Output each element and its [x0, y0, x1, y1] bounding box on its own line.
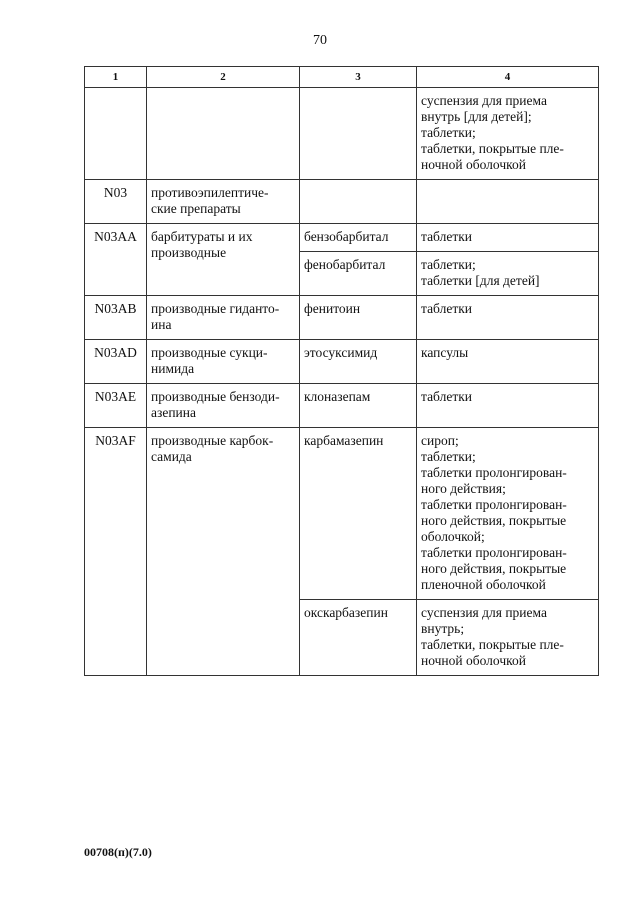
drug-name: окскарбазепин: [300, 600, 417, 676]
form-line: ного действия, покрытые: [421, 513, 567, 528]
drug-name: фенобарбитал: [300, 252, 417, 296]
form-line: таблетки;: [421, 449, 476, 464]
group-name: [147, 340, 300, 384]
header-col-3: 3: [300, 67, 417, 88]
form-line: таблетки пролонгирован-: [421, 545, 567, 560]
group-name: [147, 224, 300, 296]
forms-cell: [417, 88, 599, 180]
header-col-2: 2: [147, 67, 300, 88]
form-line: сироп;: [421, 433, 459, 448]
atc-code: N03AE: [85, 384, 147, 428]
group-line: нимида: [151, 361, 195, 376]
forms-cell: [417, 180, 599, 224]
form-line: таблетки: [421, 229, 473, 244]
form-line: внутрь;: [421, 621, 465, 636]
table-row: [85, 88, 599, 180]
dosage-forms: [417, 428, 599, 600]
form-line: таблетки [для детей]: [421, 273, 540, 288]
document-code: 00708(п)(7.0): [84, 845, 152, 859]
form-line: суспензия для приема: [421, 93, 547, 108]
dosage-forms: [417, 252, 599, 296]
atc-code: N03: [85, 180, 147, 224]
form-line: таблетки: [421, 389, 473, 404]
form-line: таблетки: [421, 301, 473, 316]
table-row: [85, 384, 599, 428]
page-number: 70: [313, 33, 327, 48]
form-line: ночной оболочкой: [421, 157, 526, 172]
group-name: [147, 428, 300, 676]
table-row: [85, 428, 599, 600]
group-name: [147, 296, 300, 340]
drug-table: [84, 66, 599, 676]
form-line: суспензия для приема: [421, 605, 547, 620]
group-line: азепина: [151, 405, 196, 420]
atc-code: N03AA: [85, 224, 147, 296]
dosage-forms: [417, 296, 599, 340]
group-line: ина: [151, 317, 172, 332]
drug-name: фенитоин: [300, 296, 417, 340]
dosage-forms: [417, 600, 599, 676]
dosage-forms: [417, 384, 599, 428]
table-row: [85, 180, 599, 224]
group-line: производные бензоди-: [151, 389, 280, 404]
group-line: производные: [151, 245, 227, 260]
form-line: ного действия, покрытые: [421, 561, 567, 576]
atc-code: N03AD: [85, 340, 147, 384]
form-line: таблетки пролонгирован-: [421, 497, 567, 512]
drug-cell: [300, 88, 417, 180]
form-line: таблетки;: [421, 257, 476, 272]
group-line: барбитураты и их: [151, 229, 253, 244]
table-row: [85, 296, 599, 340]
header-row: [85, 67, 599, 88]
group-line: производные гиданто-: [151, 301, 280, 316]
atc-code: N03AB: [85, 296, 147, 340]
group-line: производные карбок-: [151, 433, 274, 448]
form-line: оболочкой;: [421, 529, 485, 544]
form-line: пленочной оболочкой: [421, 577, 546, 592]
dosage-forms: [417, 224, 599, 252]
code-cell: [85, 88, 147, 180]
group-line: производные сукци-: [151, 345, 268, 360]
form-line: внутрь [для детей];: [421, 109, 532, 124]
drug-name: клоназепам: [300, 384, 417, 428]
table-row: [85, 340, 599, 384]
atc-code: N03AF: [85, 428, 147, 676]
group-line: самида: [151, 449, 192, 464]
group-cell: [147, 88, 300, 180]
dosage-forms: [417, 340, 599, 384]
group-line: ские препараты: [151, 201, 241, 216]
form-line: таблетки, покрытые пле-: [421, 637, 564, 652]
group-name: [147, 180, 300, 224]
drug-cell: [300, 180, 417, 224]
form-line: ного действия;: [421, 481, 506, 496]
drug-name: бензобарбитал: [300, 224, 417, 252]
form-line: таблетки пролонгирован-: [421, 465, 567, 480]
group-line: противоэпилептиче-: [151, 185, 269, 200]
table-row: [85, 224, 599, 252]
form-line: капсулы: [421, 345, 469, 360]
drug-name: этосуксимид: [300, 340, 417, 384]
form-line: таблетки;: [421, 125, 476, 140]
form-line: таблетки, покрытые пле-: [421, 141, 564, 156]
form-line: ночной оболочкой: [421, 653, 526, 668]
drug-name: карбамазепин: [300, 428, 417, 600]
header-col-4: 4: [417, 67, 599, 88]
group-name: [147, 384, 300, 428]
header-col-1: 1: [85, 67, 147, 88]
